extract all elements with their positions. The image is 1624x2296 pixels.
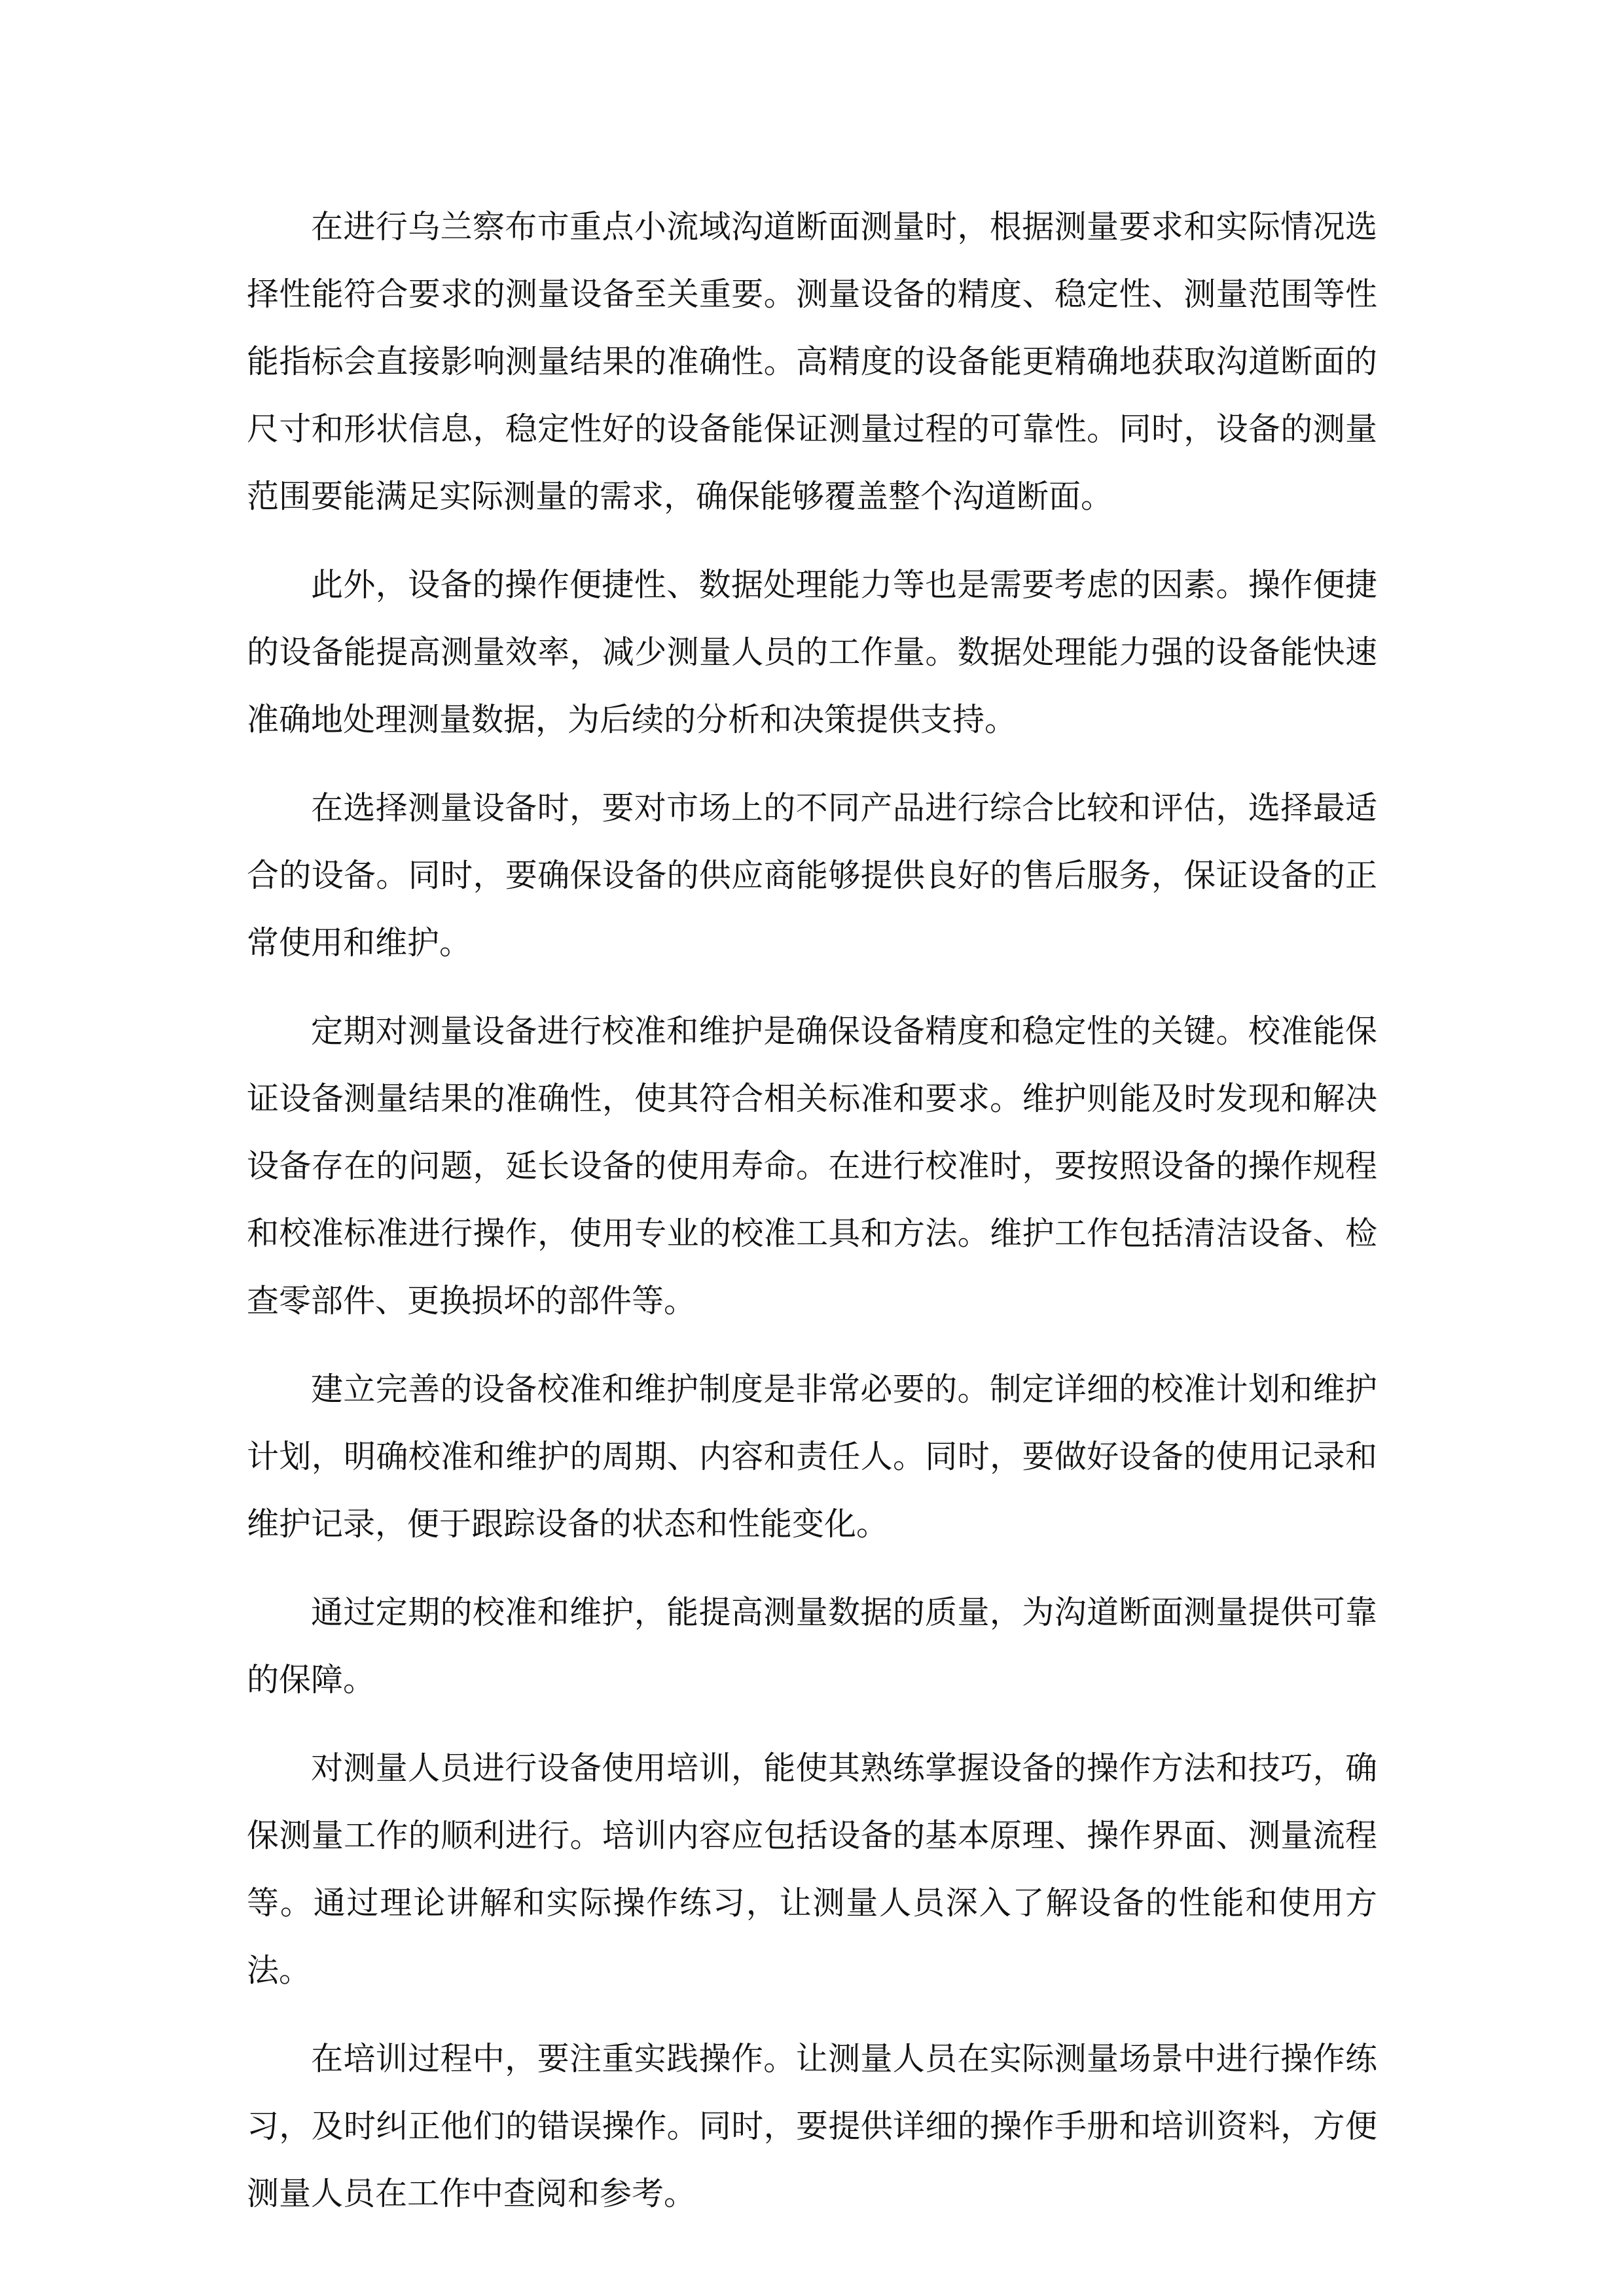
paragraph-staff-training: 对测量人员进行设备使用培训，能使其熟练掌握设备的操作方法和技巧，确保测量工作的顺利进行。培训内容应包括设备的基本原理、操作界面、测量流程等。通过理论讲解和实际操作练习，让测量人员深入了解设备的性能和使用方法。	[247, 1749, 1377, 1989]
paragraph-calibration-maintenance: 定期对测量设备进行校准和维护是确保设备精度和稳定性的关键。校准能保证设备测量结果的准确性，使其符合相关标准和要求。维护则能及时发现和解决设备存在的问题，延长设备的使用寿命。在进行校准时，要按照设备的操作规程和校准标准进行操作，使用专业的校准工具和方法。维护工作包括清洁设备、检查零部件、更换损坏的部件等。	[247, 1013, 1377, 1319]
paragraph-equipment-selection: 在进行乌兰察布市重点小流域沟道断面测量时，根据测量要求和实际情况选择性能符合要求的测量设备至关重要。测量设备的精度、稳定性、测量范围等性能指标会直接影响测量结果的准确性。高精度的设备能更精确地获取沟道断面的尺寸和形状信息，稳定性好的设备能保证测量过程的可靠性。同时，设备的测量范围要能满足实际测量的需求，确保能够覆盖整个沟道断面。	[247, 208, 1377, 515]
paragraph-data-quality: 通过定期的校准和维护，能提高测量数据的质量，为沟道断面测量提供可靠的保障。	[247, 1594, 1377, 1698]
paragraph-operation-convenience: 此外，设备的操作便捷性、数据处理能力等也是需要考虑的因素。操作便捷的设备能提高测量效率，减少测量人员的工作量。数据处理能力强的设备能快速准确地处理测量数据，为后续的分析和决策提供支持。	[247, 566, 1377, 738]
paragraph-maintenance-system: 建立完善的设备校准和维护制度是非常必要的。制定详细的校准计划和维护计划，明确校准和维护的周期、内容和责任人。同时，要做好设备的使用记录和维护记录，便于跟踪设备的状态和性能变化。	[247, 1371, 1377, 1543]
paragraph-market-comparison: 在选择测量设备时，要对市场上的不同产品进行综合比较和评估，选择最适合的设备。同时，要确保设备的供应商能够提供良好的售后服务，保证设备的正常使用和维护。	[247, 789, 1377, 961]
document-body	[247, 193, 1377, 2248]
paragraph-practice-training: 在培训过程中，要注重实践操作。让测量人员在实际测量场景中进行操作练习，及时纠正他们的错误操作。同时，要提供详细的操作手册和培训资料，方便测量人员在工作中查阅和参考。	[247, 2040, 1377, 2212]
